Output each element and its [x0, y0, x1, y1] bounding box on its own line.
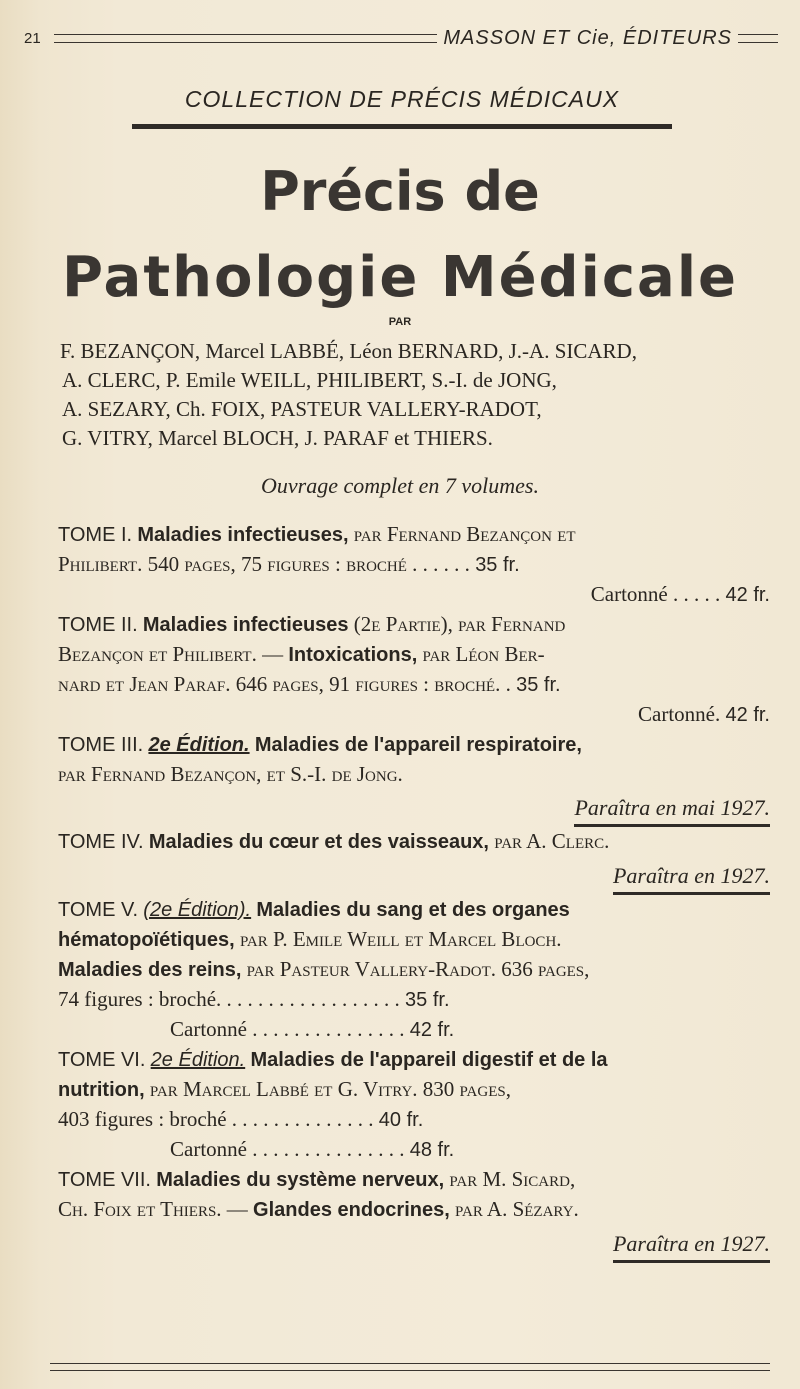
author-line: G. VITRY, Marcel BLOCH, J. PARAF et THIERS. [62, 426, 493, 450]
tome-subject: Maladies du système nerveux, [156, 1169, 445, 1191]
collection-rule [132, 124, 672, 129]
tome-edition: (2e Édition). [143, 899, 252, 921]
tome-subject: Maladies des reins, [58, 959, 242, 981]
cartonne-label: Cartonné. [638, 702, 721, 726]
tome-subject: Maladies de l'appareil respiratoire, [254, 734, 582, 756]
publication-note: Paraîtra en 1927. [613, 1229, 770, 1263]
tome-subject: Maladies du sang et des organes [256, 899, 570, 921]
tome-label: TOME VI. [58, 1049, 146, 1071]
price-cartonne: 42 fr. [725, 584, 770, 606]
price-broche: 35 fr. [405, 989, 450, 1011]
price-cartonne: 42 fr. [725, 704, 770, 726]
tome-authors: Ch. Foix et Thiers. — [58, 1197, 248, 1221]
tome-entry [58, 1165, 770, 1263]
tome-subject: Glandes endocrines, [253, 1199, 450, 1221]
tome-label: TOME I. [58, 524, 133, 546]
tome-entry [58, 1045, 770, 1165]
author-line: A. SEZARY, Ch. FOIX, PASTEUR VALLERY-RADOT, [62, 397, 542, 421]
tome-authors: par M. Sicard, [449, 1167, 576, 1191]
cartonne-label: Cartonné . . . . . . . . . . . . . . . [170, 1137, 405, 1161]
tome-authors: par A. Sézary. [455, 1197, 579, 1221]
tome-label: TOME III. [58, 734, 144, 756]
price-broche: 35 fr. [516, 674, 561, 696]
book-title-line1: Précis de [260, 160, 540, 223]
price-broche: 35 fr. [475, 554, 520, 576]
tome-entry [58, 827, 770, 895]
tome-authors: Bezançon et Philibert. — [58, 642, 284, 666]
tome-edition: 2e Édition. [148, 734, 250, 756]
tome-subject: Maladies du cœur et des vaisseaux, [148, 831, 489, 853]
tome-subject: Maladies de l'appareil digestif et de la [250, 1049, 608, 1071]
page-number: 21 [24, 29, 41, 47]
tome-subject: Maladies infectieuses [142, 614, 349, 636]
book-title-line2: Pathologie Médicale [61, 245, 738, 310]
tome-label: TOME II. [58, 614, 138, 636]
tome-subject: Intoxications, [288, 644, 418, 666]
par-label: PAR [388, 316, 412, 328]
publisher-name: MASSON ET Cie, ÉDITEURS [443, 26, 732, 49]
author-line: F. BEZANÇON, Marcel LABBÉ, Léon BERNARD, J.-A. SICARD, [60, 339, 637, 363]
publication-note: Paraîtra en 1927. [613, 861, 770, 895]
tome-authors: par Marcel Labbé et G. Vitry. 830 pages, [149, 1077, 511, 1101]
tome-details: 403 figures : broché . . . . . . . . . . . . . . [58, 1107, 374, 1131]
header-rule [54, 34, 437, 43]
cartonne-label: Cartonné . . . . . [590, 582, 721, 606]
tome-details: nard et Jean Paraf. 646 pages, 91 figures : broché. . [58, 672, 511, 696]
complete-work-note: Ouvrage complet en 7 volumes. [261, 473, 539, 498]
running-header [24, 26, 784, 50]
tome-label: TOME VII. [58, 1169, 151, 1191]
tome-authors: par Léon Ber- [422, 642, 545, 666]
tome-subject: Maladies infectieuses, [137, 524, 349, 546]
author-line: A. CLERC, P. Emile WEILL, PHILIBERT, S.-I. de JONG, [62, 368, 557, 392]
tome-label: TOME V. [58, 899, 139, 921]
tome-list [58, 520, 770, 1263]
tome-edition: 2e Édition. [150, 1049, 246, 1071]
collection-title: COLLECTION DE PRÉCIS MÉDICAUX [184, 86, 620, 112]
price-cartonne: 48 fr. [409, 1139, 455, 1161]
tome-authors: par P. Emile Weill et Marcel Bloch. [239, 927, 562, 951]
tome-authors: par Pasteur Vallery-Radot. 636 pages, [246, 957, 590, 981]
price-cartonne: 42 fr. [409, 1019, 455, 1041]
author-list [60, 337, 760, 453]
tome-entry [58, 610, 770, 730]
tome-entry [58, 520, 770, 610]
price-broche: 40 fr. [378, 1109, 424, 1131]
tome-entry [58, 730, 770, 827]
tome-authors: par A. Clerc. [494, 829, 610, 853]
tome-subject: nutrition, [58, 1079, 145, 1101]
tome-details: Philibert. 540 pages, 75 figures : broché . . . . . . [58, 552, 470, 576]
tome-authors: par Fernand Bezançon, et S.-I. de Jong. [58, 762, 403, 786]
tome-authors: par Fernand Bezançon et [353, 522, 576, 546]
publication-note: Paraîtra en mai 1927. [574, 793, 770, 827]
tome-part: (2e Partie), par Fernand [353, 612, 566, 636]
tome-entry [58, 895, 770, 1045]
cartonne-label: Cartonné . . . . . . . . . . . . . . . [170, 1017, 405, 1041]
footer-rule [50, 1363, 770, 1371]
header-rule-right [738, 34, 778, 43]
tome-label: TOME IV. [58, 831, 144, 853]
tome-subject: hématopoïétiques, [58, 929, 235, 951]
tome-details: 74 figures : broché. . . . . . . . . . . . . . . . . . [58, 987, 400, 1011]
